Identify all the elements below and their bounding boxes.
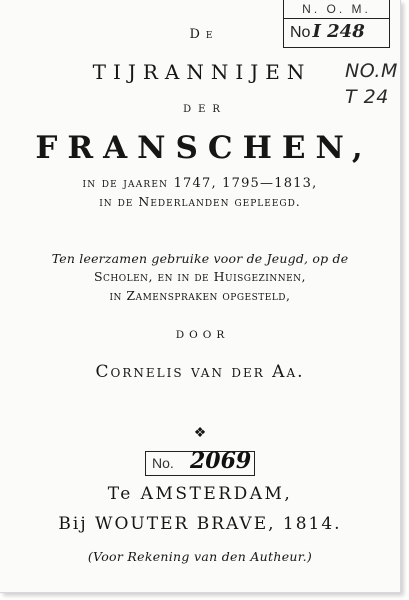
library-stamp-mid bbox=[145, 448, 255, 476]
subtitle-years: in de jaaren 1747, 1795—1813, bbox=[82, 176, 318, 191]
by-line: DOOR bbox=[175, 329, 230, 341]
title-line-der: DER bbox=[183, 104, 227, 115]
imprint-note: (Voor Rekening van den Autheur.) bbox=[87, 549, 313, 564]
title-line-de: De bbox=[189, 27, 219, 42]
stamp-divider bbox=[284, 18, 389, 19]
purpose-line-3: in Zamenspraken opgesteld, bbox=[109, 288, 291, 303]
title-line-franschen: FRANSCHEN, bbox=[35, 130, 373, 166]
imprint-publisher: Bij WOUTER BRAVE, 1814. bbox=[58, 514, 342, 534]
imprint-place: Te AMSTERDAM, bbox=[107, 484, 293, 504]
stamp-mid-prefix: No. bbox=[152, 455, 174, 471]
subtitle-place: in de Nederlanden gepleegd. bbox=[99, 194, 301, 209]
author-name: Cornelis van der Aa. bbox=[95, 362, 305, 382]
purpose-line-2: Scholen, en in de Huisgezinnen, bbox=[93, 269, 307, 284]
stamp-header: N. O. M. bbox=[302, 2, 371, 16]
title-line-tijrannijen: TIJRANNIJEN bbox=[92, 60, 312, 84]
margin-note-line-1: NO.M bbox=[345, 60, 398, 82]
stamp-mid-handwritten-number: 2069 bbox=[190, 448, 252, 474]
purpose-line-1: Ten leerzamen gebruike voor de Jeugd, op de bbox=[51, 251, 349, 266]
margin-note-line-2: T 24 bbox=[345, 86, 389, 108]
stamp-handwritten-number: I 248 bbox=[312, 21, 365, 42]
stamp-prefix: No bbox=[290, 24, 311, 41]
ornament-icon: ❖ bbox=[193, 425, 207, 441]
